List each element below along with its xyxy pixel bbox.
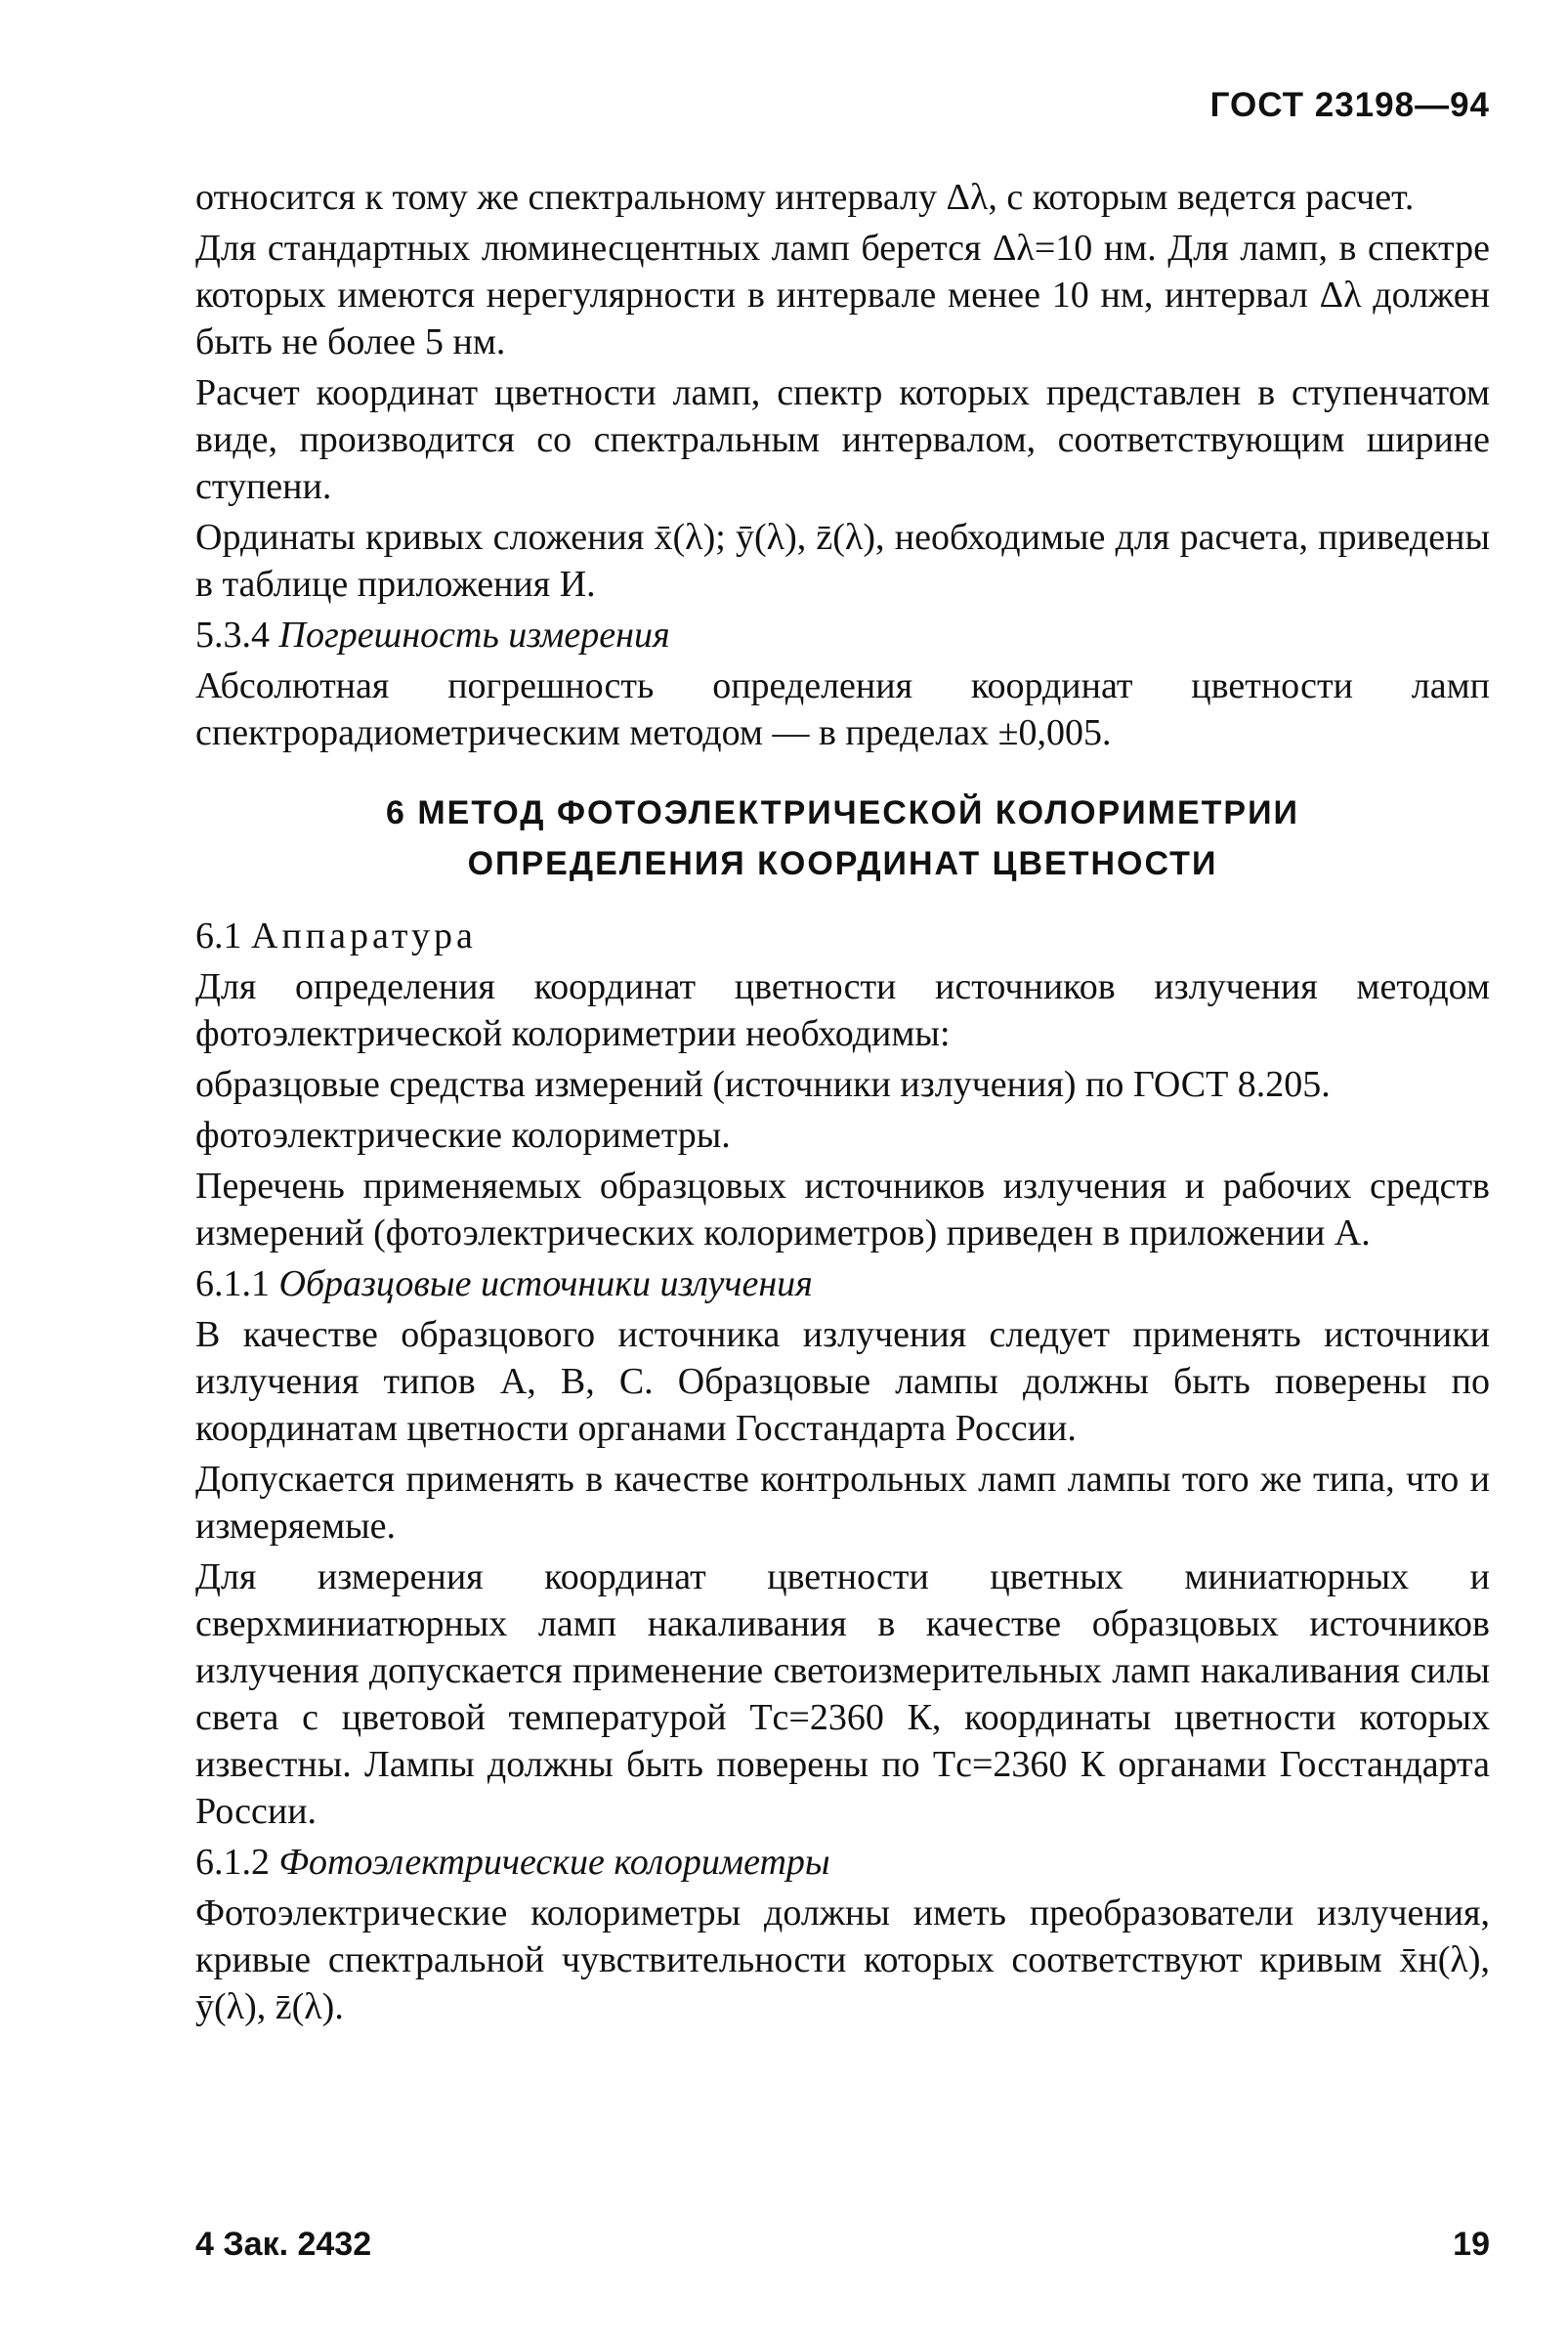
paragraph-reference-sources: образцовые средства измерений (источники излучения) по ГОСТ 8.205.: [195, 1064, 1331, 1105]
paragraph-source-types: В качестве образцового источника излучения следует применять источники излучения типов А, В, С. Образцовые лампы должны быть поверены по координатам цветности органами Госстандарта России.: [195, 1314, 1490, 1449]
paragraph-list-appendix: Перечень применяемых образцовых источников излучения и рабочих средств измерений (фотоэлектрических колориметров) приведен в приложении А.: [195, 1166, 1490, 1254]
subsection-number: 5.3.4: [195, 615, 270, 656]
section-title-line-2: ОПРЕДЕЛЕНИЯ КООРДИНАТ ЦВЕТНОСТИ: [467, 845, 1218, 882]
paragraph-interval: [195, 225, 1490, 365]
paragraph-error: Абсолютная погрешность определения координат цветности ламп спектрорадиометрическим методом — в пределах ±0,005.: [195, 665, 1490, 753]
subsection-title: Аппаратура: [251, 915, 477, 956]
standard-header: ГОСТ 23198—94: [1209, 86, 1490, 124]
subsection-title: Погрешность измерения: [278, 615, 670, 656]
subsection-number: 6.1.2: [195, 1842, 270, 1883]
order-number: 4 Зак. 2432: [195, 2226, 372, 2263]
paragraph-interval-text: Для стандартных люминесцентных ламп берется Δλ=10 нм. Для ламп, в спектре которых имеются нерегулярности в интервале менее 10 нм, интервал Δλ должен быть не более 5 нм.: [195, 228, 1490, 362]
subsection-6-1: [195, 913, 1490, 959]
subsection-title: Образцовые источники излучения: [278, 1263, 813, 1304]
paragraph-converters: Фотоэлектрические колориметры должны иметь преобразователи излучения, кривые спектральной чувствительности которых соответствуют кривым x̄н(λ), ȳ(λ), z̄(λ).: [195, 1892, 1490, 2027]
paragraph-control-lamps: Допускается применять в качестве контрольных ламп лампы того же типа, что и измеряемые.: [195, 1459, 1490, 1547]
section-6-title: [195, 787, 1490, 889]
paragraph-step-spectrum: Расчет координат цветности ламп, спектр которых представлен в ступенчатом виде, производится со спектральным интервалом, соответствующим ширине ступени.: [195, 372, 1490, 507]
paragraph-ordinates: Ординаты кривых сложения x̄(λ); ȳ(λ), z̄(λ), необходимые для расчета, приведены в таблице приложения И.: [195, 517, 1490, 605]
subsection-number: 6.1: [195, 915, 242, 956]
subsection-6-1-1: [195, 1260, 1490, 1307]
document-body: [195, 174, 1490, 2034]
page-number: 19: [1453, 2226, 1490, 2263]
subsection-title: Фотоэлектрические колориметры: [278, 1842, 830, 1883]
subsection-6-1-2: [195, 1839, 1490, 1886]
paragraph-miniature-lamps: Для измерения координат цветности цветных миниатюрных и сверхминиатюрных ламп накаливания в качестве образцовых источников излучения допускается применение светоизмерительных ламп накаливания силы света с цветовой температурой Tс=2360 К, координаты цветности которых известны. Лампы должны быть поверены по Tс=2360 К органами Госстандарта России.: [195, 1556, 1490, 1832]
paragraph-apparatus-intro: Для определения координат цветности источников излучения методом фотоэлектрической колориметрии необходимы:: [195, 966, 1490, 1054]
subsection-5-3-4: [195, 612, 1490, 659]
section-title-line-1: 6 МЕТОД ФОТОЭЛЕКТРИЧЕСКОЙ КОЛОРИМЕТРИИ: [386, 794, 1299, 831]
paragraph-continuation: относится к тому же спектральному интервалу Δλ, с которым ведется расчет.: [195, 177, 1415, 218]
paragraph-colorimeters: фотоэлектрические колориметры.: [195, 1115, 731, 1156]
subsection-number: 6.1.1: [195, 1263, 270, 1304]
